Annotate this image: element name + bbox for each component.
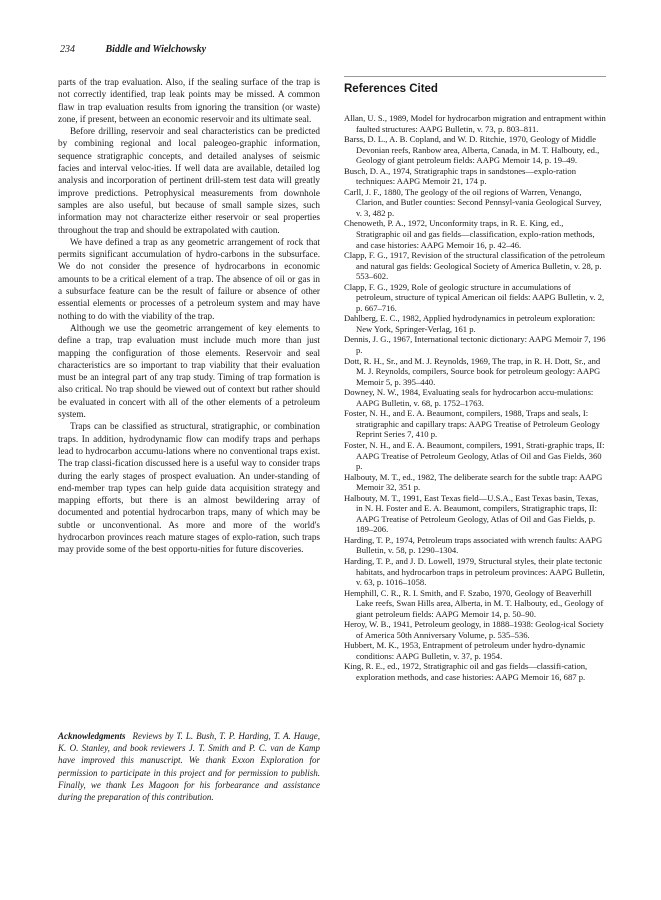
reference-entry: Harding, T. P., and J. D. Lowell, 1979, Structural styles, their plate tectonic habitats, and hydrocarbon traps in petroleum provinces: AAPG Bulletin, v. 63, p. 1016–1058. <box>344 555 605 588</box>
reference-entry: Foster, N. H., and E. A. Beaumont, compilers, 1991, Strati-graphic traps, II: AAPG Treatise of Petroleum Geology, Atlas of Oil and Gas Fields, 360 p. <box>344 439 605 472</box>
reference-entry: Allan, U. S., 1989, Model for hydrocarbon migration and entrapment within faulted structures: AAPG Bulletin, v. 73, p. 803–811. <box>344 113 606 134</box>
reference-entry: Dott, R. H., Sr., and M. J. Reynolds, 1969, The trap, in R. H. Dott, Sr., and M. J. Reynolds, compilers, Source book for petroleum geology: AAPG Memoir 5, p. 395–440. <box>344 355 601 387</box>
reference-entry: Hemphill, C. R., R. I. Smith, and F. Szabo, 1970, Geology of Beaverhill Lake reefs, Swan Hills area, Alberta, in M. T. Halbouty, ed., Geology of giant petroleum fields: AAPG Memoir 14, p. 50–90. <box>344 587 604 619</box>
reference-entry: Chenoweth, P. A., 1972, Unconformity traps, in R. E. King, ed., Stratigraphic oil and gas fields—classification, explo-ration methods, and case histories: AAPG Memoir 16, p. 42–46. <box>344 218 595 250</box>
section-rule <box>344 76 606 77</box>
reference-entry: Clapp, F. G., 1917, Revision of the structural classification of the petroleum and natural gas fields: Geological Society of America Bulletin, v. 28, p. 553–602. <box>344 250 605 282</box>
reference-entry: Halbouty, M. T., ed., 1982, The deliberate search for the subtle trap: AAPG Memoir 32, 351 p. <box>344 471 603 493</box>
acknowledgments-title: Acknowledgments <box>58 731 126 741</box>
page-number: 234 <box>60 44 75 55</box>
reference-entry: Clapp, F. G., 1929, Role of geologic structure in accumulations of petroleum, structure of typical American oil fields: AAPG Bulletin, v. 2, p. 667–716. <box>344 281 605 313</box>
reference-entry: Dennis, J. G., 1967, International tectonic dictionary: AAPG Memoir 7, 196 p. <box>344 334 606 356</box>
reference-entry: Barss, D. L., A. B. Copland, and W. D. Ritchie, 1970, Geology of Middle Devonian reefs, Ranbow area, Alberta, Canada, in M. T. Halbouty, ed., Geology of giant petroleum fields: AAPG Memoir 14, p. 19–49. <box>344 134 600 166</box>
reference-entry: Downey, N. W., 1984, Evaluating seals for hydrocarbon accu-mulations: AAPG Bulletin, v. 68, p. 1752–1763. <box>344 387 594 408</box>
body-paragraph: We have defined a trap as any geometric arrangement of rock that permits significant accumulation of hydro-carbons in the subsurface. We do not consider the presence of hydrocarbons in economic amounts to be a critical element of a trap. The absence of oil or gas in a subsurface feature can be the result of failure or absence of other essential elements or processes of a petroleum system and may have nothing to do with the viability of the trap. <box>58 236 320 321</box>
references-column <box>344 76 606 683</box>
body-text-column <box>58 76 320 556</box>
body-paragraph: parts of the trap evaluation. Also, if the sealing surface of the trap is not correctly identified, trap leak points may be missed. A common flaw in trap evaluation results from ignoring the transition (or waste) zone, if present, between an economic reservoir and its ultimate seal. <box>58 77 320 124</box>
reference-entry: Halbouty, M. T., 1991, East Texas field—U.S.A., East Texas basin, Texas, in N. H. Foster and E. A. Beaumont, compilers, Stratigraphic traps, II: AAPG Treatise of Petroleum Geology, Atlas of Oil and Gas Fields, p. 189–206. <box>344 492 599 535</box>
reference-entry: King, R. E., ed., 1972, Stratigraphic oil and gas fields—classifi-cation, exploration methods, and case histories: AAPG Memoir 16, 687 p. <box>344 661 588 682</box>
reference-entry: Carll, J. F., 1880, The geology of the oil regions of Warren, Venango, Clarion, and Butler counties: Second Pennsyl-vania Geological Survey, v. 3, 482 p. <box>344 186 602 218</box>
reference-entry: Foster, N. H., and E. A. Beaumont, compilers, 1988, Traps and seals, I: stratigraphic and capillary traps: AAPG Treatise of Petroleum Geology Reprint Series 7, 410 p. <box>344 408 600 440</box>
reference-entry: Busch, D. A., 1974, Stratigraphic traps in sandstones—explo-ration techniques: AAPG Memoir 21, 174 p. <box>344 165 576 187</box>
acknowledgments-text: Reviews by T. L. Bush, T. P. Harding, T. A. Hauge, K. O. Stanley, and book reviewers J. T. Smith and P. C. van de Kamp have improved this manuscript. We thank Exxon Exploration for permission to participate in this project and for permission to publish. Finally, we thank Les Magoon for his forbearance and assistance during the preparation of this contribution. <box>58 731 320 803</box>
running-authors: Biddle and Wielchowsky <box>105 44 207 55</box>
acknowledgments <box>58 730 320 803</box>
running-header <box>60 44 206 55</box>
body-paragraph: Before drilling, reservoir and seal characteristics can be predicted by combining regional and local paleogeo-graphic information, sequence stratigraphic concepts, and detailed analyses of seismic facies and interval veloc-ities. If well data are available, detailed log analysis and incorporation of pertinent drill-stem test data will greatly improve predictions. Petrophysical measurements from downhole samples are also useful, but because of small sample sizes, such information may not characterize either reservoir or seal properties throughout the trap and should be extrapolated with caution. <box>58 126 320 235</box>
reference-entry: Hubbert, M. K., 1953, Entrapment of petroleum under hydro-dynamic conditions: AAPG Bulletin, v. 37, p. 1954. <box>344 640 586 661</box>
references-title: References Cited <box>344 83 438 95</box>
reference-entry: Heroy, W. B., 1941, Petroleum geology, in 1888–1938: Geolog-ical Society of America 50th Anniversary Volume, p. 535–536. <box>344 619 604 640</box>
reference-entry: Dahlberg, E. C., 1982, Applied hydrodynamics in petroleum exploration: New York, Springer-Verlag, 161 p. <box>344 313 596 334</box>
body-paragraph: Traps can be classified as structural, stratigraphic, or combination traps. In addition, hydrodynamic flow can modify traps and perhaps lead to hydrocarbon accumu-lations where no conventional traps exist. The trap classi-fication discussed here is a useful way to consider traps during the early stages of prospect evaluation. An under-standing of end-member trap types can help guide data acquisition strategy and mapping efforts, but there is an almost bewildering array of documented and potential hydrocarbon traps, many of which may be subtle or unconventional. As more and more of the world's hydrocarbon provinces reach mature stages of explo-ration, such traps may provide some of the best opportu-nities for future discoveries. <box>58 421 320 555</box>
reference-entry: Harding, T. P., 1974, Petroleum traps associated with wrench faults: AAPG Bulletin, v. 58, p. 1290–1304. <box>344 534 603 556</box>
body-paragraph: Although we use the geometric arrangement of key elements to define a trap, trap evaluation must include much more than just mapping the configuration of those elements. Reservoir and seal characteristics are so important to trap viability that their evaluation must be an integral part of any trap study. Timing of trap formation is also critical. No trap should be viewed out of context but rather should be evaluated in concert with all of the other elements of a petroleum system. <box>58 322 320 420</box>
